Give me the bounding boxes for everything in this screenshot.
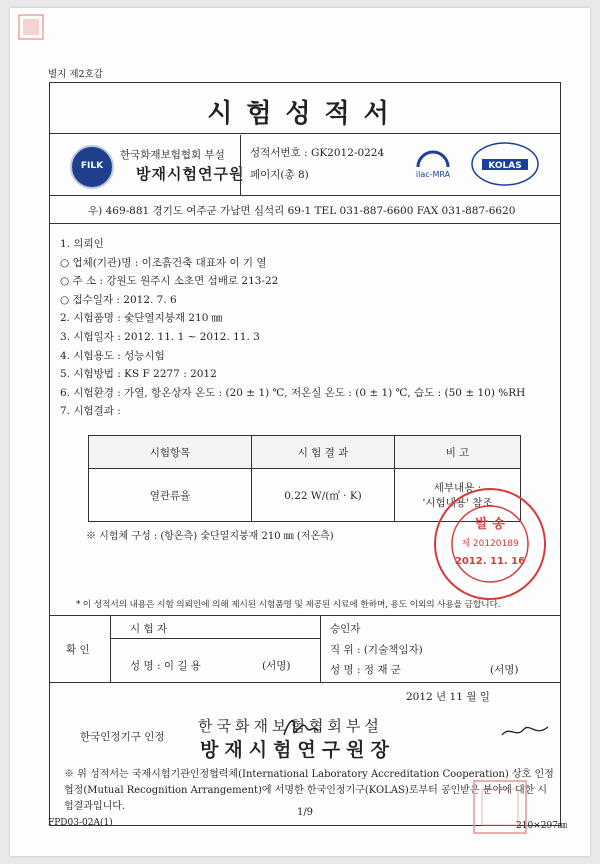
stamp-number-text: 제 20120189 xyxy=(461,539,519,549)
page-title: 시험성적서 xyxy=(207,99,403,129)
confirm-label: 확 인 xyxy=(66,644,90,656)
certificate-number-value: GK2012-0224 xyxy=(310,147,385,159)
approver-title: 직 위 : (기술책임자) xyxy=(330,644,423,656)
info-item: 4. 시험용도 : 성능시험 xyxy=(60,349,165,362)
ilac-badge-text: ilac-MRA xyxy=(415,170,451,179)
form-code: FPD03-02A(1) xyxy=(48,818,113,828)
paper-size: 210×297㎜ xyxy=(516,821,567,831)
kolas-accreditation-label: 한국인정기구 인정 xyxy=(80,731,165,743)
stamp-date-text: 2012. 11. 16 xyxy=(454,556,526,567)
info-items xyxy=(60,235,525,421)
tester-label: 시 험 자 xyxy=(130,623,168,635)
dispatch-stamp-icon xyxy=(430,484,550,604)
issuer-subtitle: 한국화재보험협회부설 xyxy=(198,717,383,735)
divider xyxy=(50,223,560,224)
divider xyxy=(50,133,560,134)
issue-date: 2012 년 11 월 일 xyxy=(406,691,490,703)
org-subtitle: 한국화재보험협회 부설 xyxy=(120,149,225,161)
info-item: 6. 시험환경 : 가열, 항온상자 온도 : (20 ± 1) ℃, 저온실 온도 : (0 ± 1) ℃, 습도 : (50 ± 10) %RH xyxy=(60,386,526,399)
header-test-item: 시험항목 xyxy=(89,436,252,469)
confirmation-section xyxy=(50,615,560,683)
certificate-number-label: 성적서번호 : xyxy=(250,147,308,159)
form-number: 별지 제2호갑 xyxy=(48,69,103,80)
stamp-top-text: 발 송 xyxy=(475,517,505,532)
approver-label: 승인자 xyxy=(330,623,361,635)
kolas-logo-icon xyxy=(470,141,540,187)
document-sheet xyxy=(10,8,590,856)
ilac-mra-logo-icon xyxy=(410,141,456,187)
divider xyxy=(240,135,241,195)
cell-result: 0.22 W/(㎡ · K) xyxy=(252,469,395,522)
corner-seal-icon xyxy=(18,14,44,40)
table-header-row xyxy=(89,436,521,469)
kolas-badge-text: KOLAS xyxy=(488,161,522,171)
issuer-name: 방재시험연구원장 xyxy=(200,739,395,761)
footnote: ※ 위 성적서는 국제시험기관인정협력체(International Laboratory Accreditation Cooperation) 상호 인정 협정(Mutual Recognition Arrangement)에 서명한 한국인정기구(KOLAS)로부터 공인받은 분야에 대한 시험결과입니다. xyxy=(64,769,554,812)
disclaimer: * 이 성적서의 내용은 시험 의뢰인에 의해 제시된 시험품명 및 제공된 시료에 한하며, 용도 이외의 사용을 금합니다. xyxy=(76,600,501,610)
address-line: 우) 469-881 경기도 여주군 가남면 심석리 69-1 TEL 031-887-6600 FAX 031-887-6620 xyxy=(88,205,516,217)
header-result: 시 험 결 과 xyxy=(252,436,395,469)
structure-note: ※ 시험체 구성 : (항온측) 숯단열지붕재 210 ㎜ (저온측) xyxy=(86,531,334,542)
tester-sign-label: (서명) xyxy=(262,660,291,672)
page-number: 1/9 xyxy=(296,807,314,818)
remarks-line: '시험내용' 참조 xyxy=(422,497,493,509)
certificate-frame xyxy=(49,82,561,826)
info-item: 7. 시험결과 : xyxy=(60,405,121,418)
info-item: 2. 시험품명 : 숯단열지붕재 210 ㎜ xyxy=(60,312,223,325)
approver-name: 성 명 : 정 재 군 xyxy=(330,664,401,676)
info-item: ○ 주 소 : 강원도 원주시 소초면 섬배로 213-22 xyxy=(60,275,279,288)
remarks-line: 세부내용 : xyxy=(433,482,482,494)
approver-signature-icon xyxy=(500,721,550,741)
info-item: ○ 접수일자 : 2012. 7. 6 xyxy=(60,293,177,306)
cell-test-item: 열관류율 xyxy=(89,469,252,522)
divider xyxy=(320,616,321,682)
divider xyxy=(50,195,560,196)
header-remarks: 비 고 xyxy=(395,436,521,469)
filk-logo xyxy=(70,145,114,189)
tester-signature-icon xyxy=(280,713,320,743)
divider xyxy=(110,616,111,682)
info-item: ○ 업체(기관)명 : 이조흙건축 대표자 이 기 열 xyxy=(60,256,267,269)
divider xyxy=(110,638,320,639)
certificate-number xyxy=(250,145,384,160)
approver-sign-label: (서명) xyxy=(490,664,519,676)
tester-name: 성 명 : 이 길 용 xyxy=(130,660,201,672)
info-item: 3. 시험일자 : 2012. 11. 1 ~ 2012. 11. 3 xyxy=(60,330,260,343)
page-count: 페이지(총 8) xyxy=(250,169,309,181)
info-item: 1. 의뢰인 xyxy=(60,238,104,250)
org-name: 방재시험연구원 xyxy=(136,165,245,183)
logo-text: FILK xyxy=(80,161,104,171)
info-item: 5. 시험방법 : KS F 2277 : 2012 xyxy=(60,368,217,381)
